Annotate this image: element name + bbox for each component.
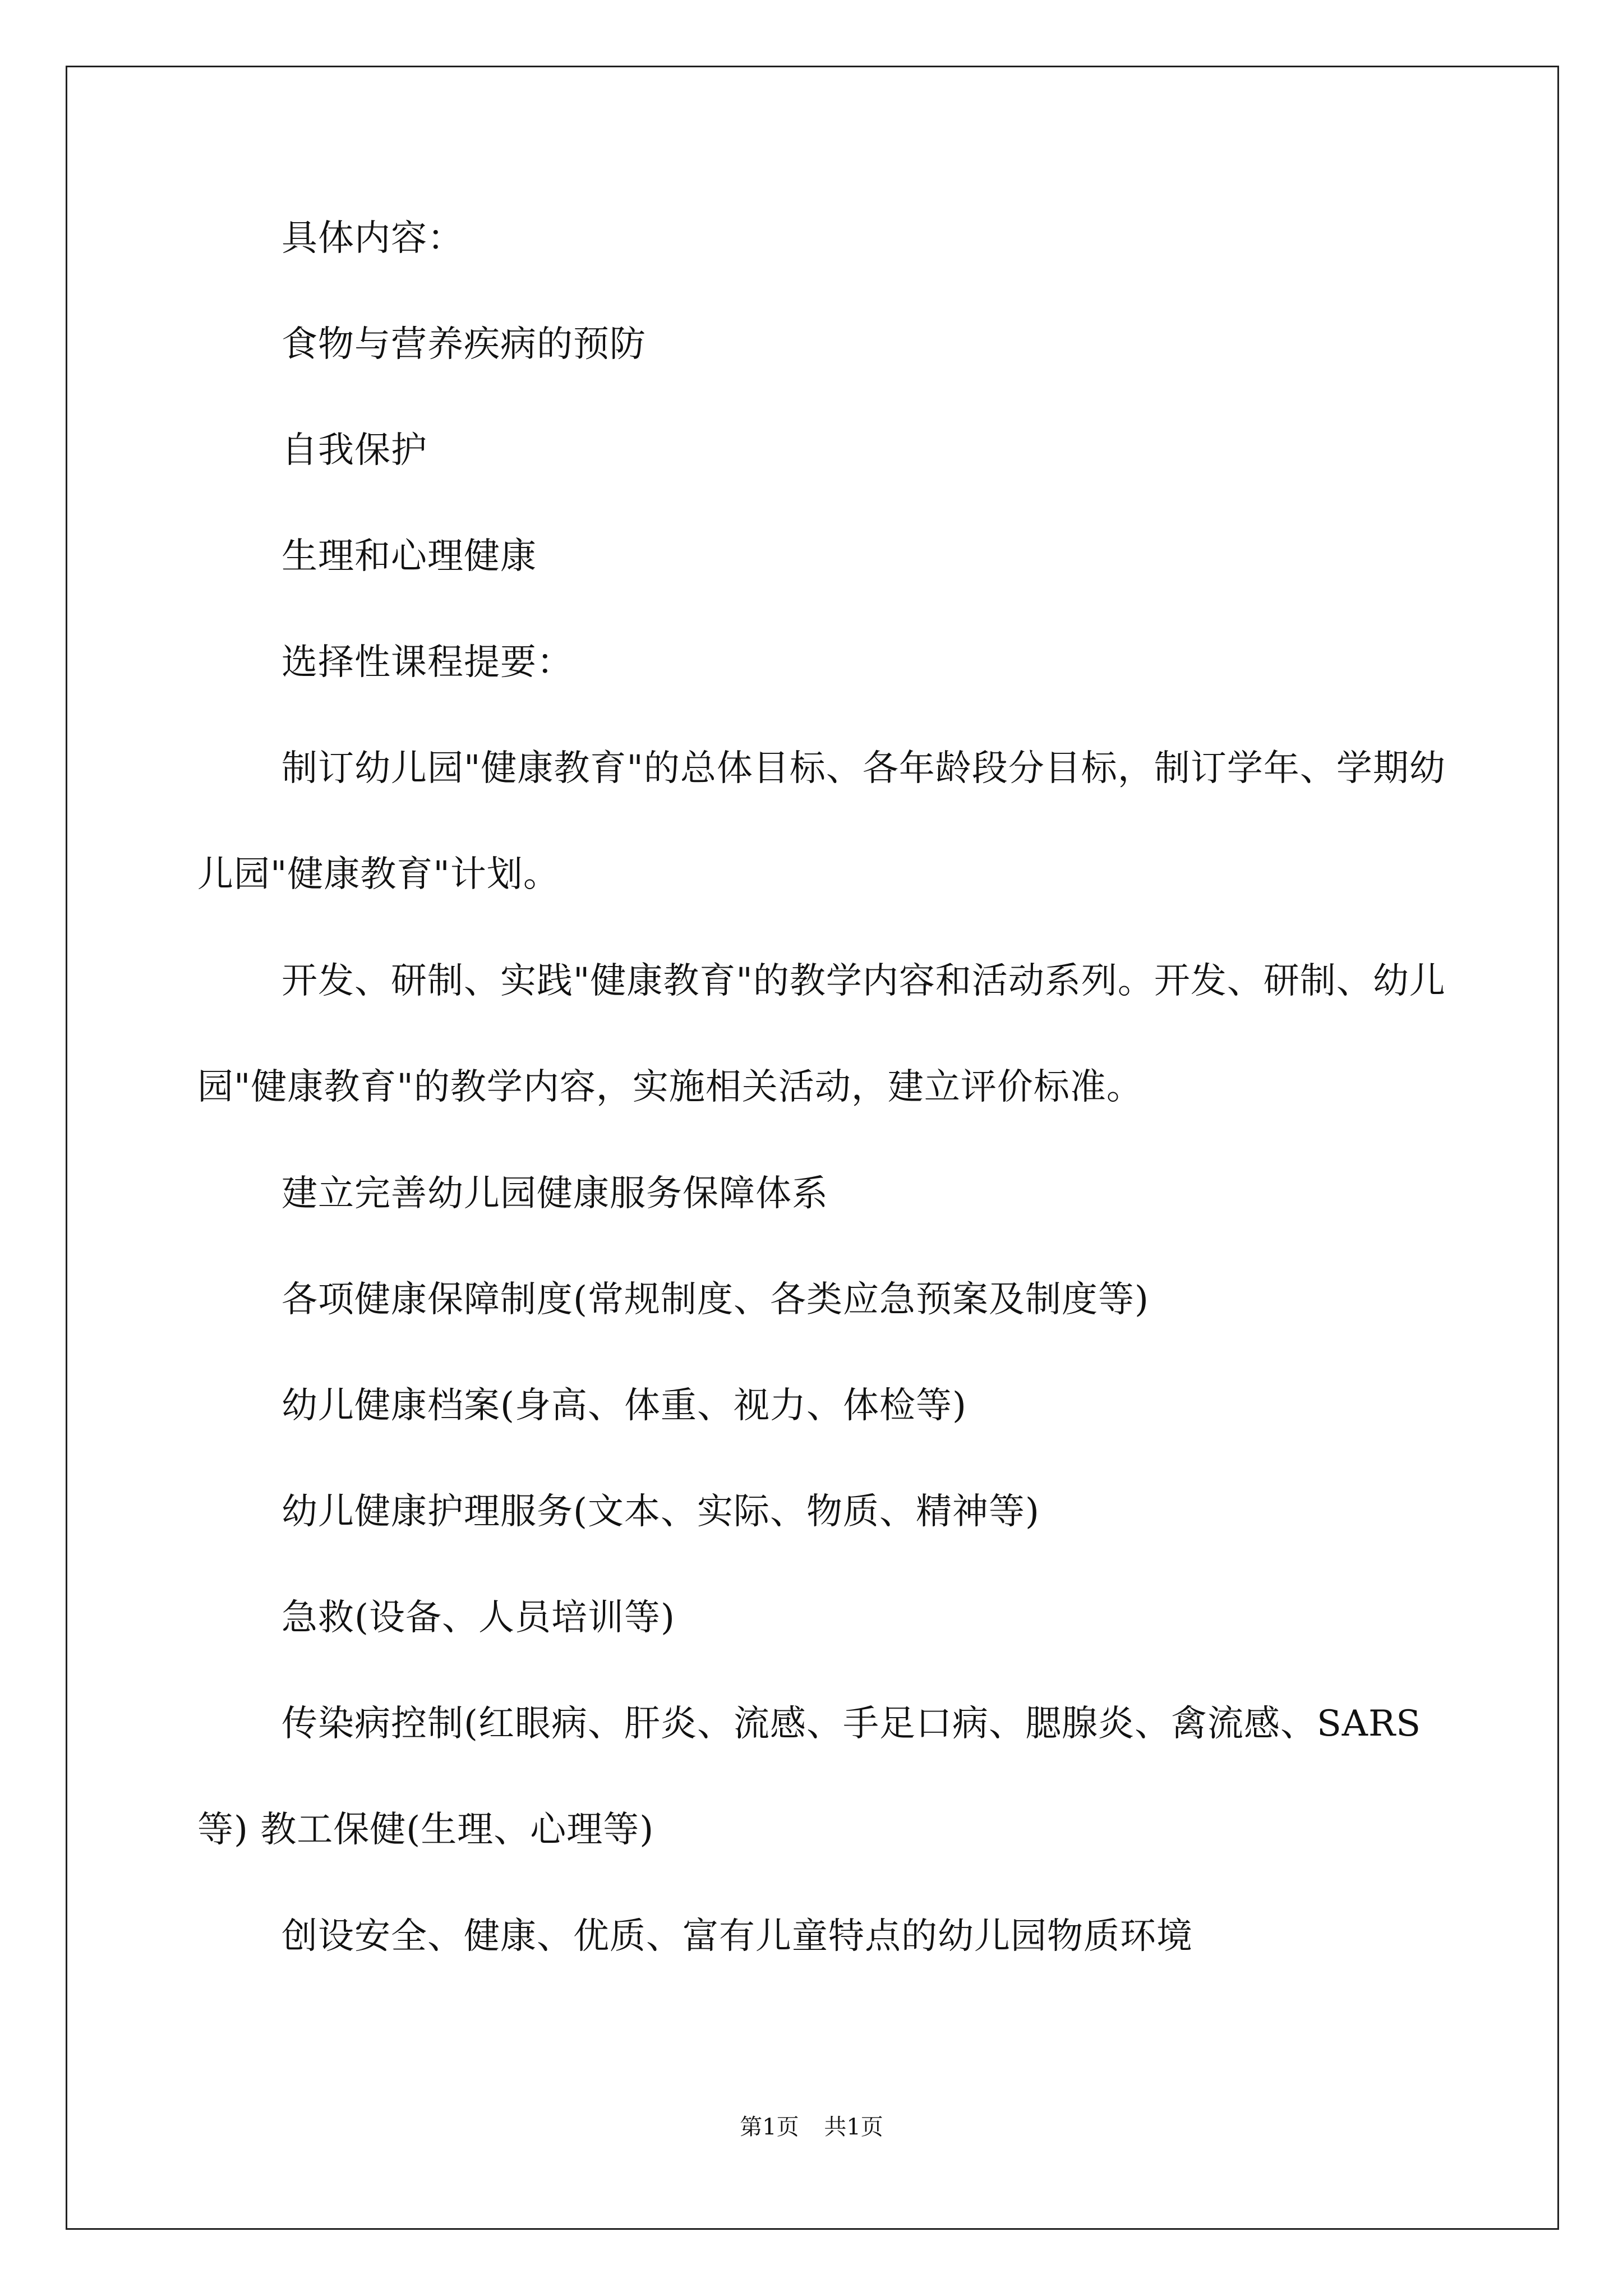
paragraph: 传染病控制(红眼病、肝炎、流感、手足口病、腮腺炎、禽流感、SARS 等) 教工保健(生理、心理等) — [197, 1703, 1422, 1851]
page-footer — [0, 2116, 1623, 2138]
paragraph: 自我保护 — [282, 430, 427, 471]
paragraph: 急救(设备、人员培训等) — [282, 1597, 675, 1639]
document-body — [197, 220, 1470, 2024]
paragraph: 开发、研制、实践"健康教育"的教学内容和活动系列。开发、研制、幼儿园"健康教育"的教学内容，实施相关活动，建立评价标准。 — [197, 960, 1446, 1108]
paragraph: 建立完善幼儿园健康服务保障体系 — [282, 1173, 828, 1214]
paragraph: 幼儿健康档案(身高、体重、视力、体检等) — [282, 1385, 967, 1427]
paragraph: 食物与营养疾病的预防 — [282, 324, 646, 365]
paragraph: 创设安全、健康、优质、富有儿童特点的幼儿园物质环境 — [282, 1916, 1193, 1957]
page-number-current: 第1页 — [740, 2114, 799, 2140]
paragraph: 选择性课程提要： — [282, 642, 573, 683]
paragraph: 具体内容： — [282, 218, 464, 259]
paragraph: 各项健康保障制度(常规制度、各类应急预案及制度等) — [282, 1279, 1149, 1320]
paragraph: 制订幼儿园"健康教育"的总体目标、各年龄段分目标，制订学年、学期幼儿园"健康教育"计划。 — [197, 748, 1446, 895]
paragraph: 幼儿健康护理服务(文本、实际、物质、精神等) — [282, 1491, 1040, 1533]
paragraph: 生理和心理健康 — [282, 536, 537, 577]
page-number-total: 共1页 — [824, 2114, 883, 2140]
